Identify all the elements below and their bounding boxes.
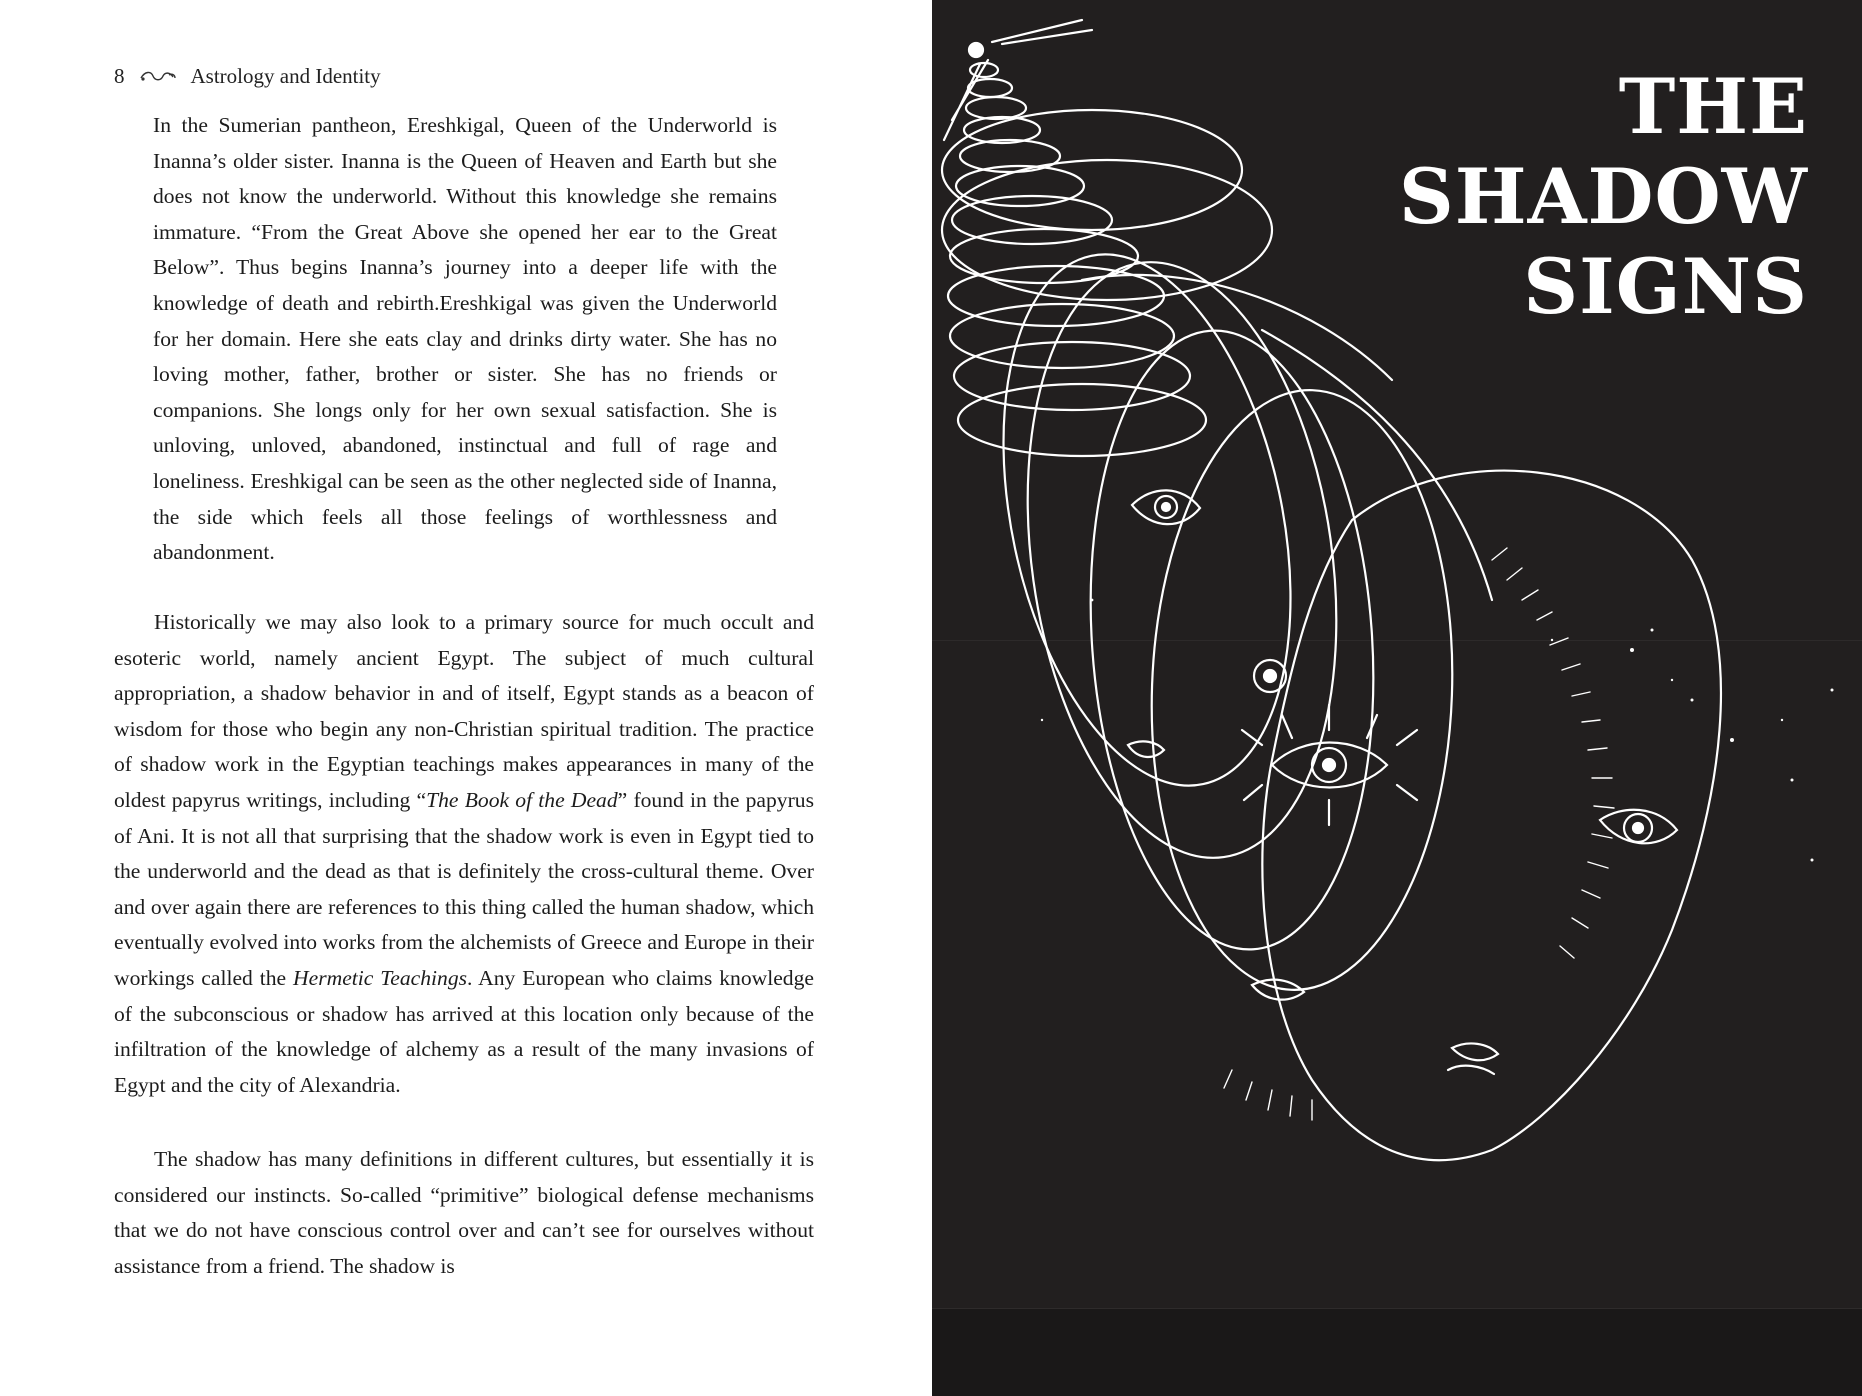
page-bottom-band — [932, 1308, 1862, 1396]
book-title: Astrology and Identity — [190, 64, 381, 88]
page-number: 8 — [114, 64, 125, 88]
paragraph-segment: . Any European who claims knowledge of the subconscious or shadow has arrived at this location only because of the infiltration of the knowledge of alchemy as a result of the many invasions of Egypt and the city of Alexandria. — [114, 965, 814, 1097]
running-head — [114, 64, 381, 89]
paragraph-segment: Historically we may also look to a primary source for much occult and esoteric world, namely ancient Egypt. The subject of much cultural appropriation, a shadow behavior in and of itself, Egypt stands as a beacon of wisdom for those who begin any non-Christian spiritual tradition. The practice of shadow work in the Egyptian teachings makes appearances in many of the oldest papyrus writings, including “ — [114, 610, 814, 812]
radiating-lines — [1224, 548, 1614, 1120]
paragraph-segment: ” found in the papyrus of Ani. It is not all that surprising that the shadow work is even in Egypt tied to the underworld and the dead as that is definitely the cross-cultural theme. Over and over again there are references to this thing called the human shadow, which eventually evolved into works from the alchemists of Greece and Europe in their workings called the — [114, 787, 814, 990]
spiral-swirl — [942, 20, 1272, 456]
paragraph-text — [114, 605, 814, 1103]
eye-icon — [1132, 490, 1200, 524]
chapter-title-line: THE — [1618, 62, 1808, 151]
eye-icon — [1254, 660, 1286, 692]
body-paragraph-2 — [114, 1142, 814, 1284]
book-reference: The Book of the Dead — [426, 787, 618, 812]
lips-drawings — [1128, 741, 1498, 1074]
right-page — [932, 0, 1862, 1396]
flourish-icon — [139, 69, 177, 85]
eye-drawings — [1132, 490, 1677, 843]
body-paragraph-1 — [114, 605, 814, 1103]
chapter-title — [1399, 62, 1808, 332]
chapter-title-line: SHADOW — [1398, 152, 1808, 241]
paragraph-text: The shadow has many definitions in different cultures, but essentially it is considered our instincts. So-called “primitive” biological defense mechanisms that we do not have conscious control over and can’t see for ourselves without assistance from a friend. The shadow is — [114, 1147, 814, 1278]
book-reference: Hermetic Teachings — [293, 965, 468, 990]
quote-paragraph: In the Sumerian pantheon, Ereshkigal, Queen of the Underworld is Inanna’s older sister. Inanna is the Queen of Heaven and Earth but she does not know the underworld. Without this knowledge she remains immature. “From the Great Above she opened her ear to the Great Below”. Thus begins Inanna’s journey into a deeper life with the knowledge of death and rebirth.Ereshkigal was given the Underworld for her domain. Here she eats clay and drinks dirty water. She has no loving mother, father, brother or sister. She has no friends or companions. She longs only for her own sexual satisfaction. She is unloving, unloved, abandoned, instinctual and full of rage and loneliness. Ereshkigal can be seen as the other neglected side of Inanna, the side which feels all those feelings of worthlessness and abandonment. — [153, 113, 777, 565]
quote-block — [153, 108, 777, 571]
speckle-texture — [1041, 599, 1834, 862]
chapter-title-line: SIGNS — [1523, 242, 1808, 331]
